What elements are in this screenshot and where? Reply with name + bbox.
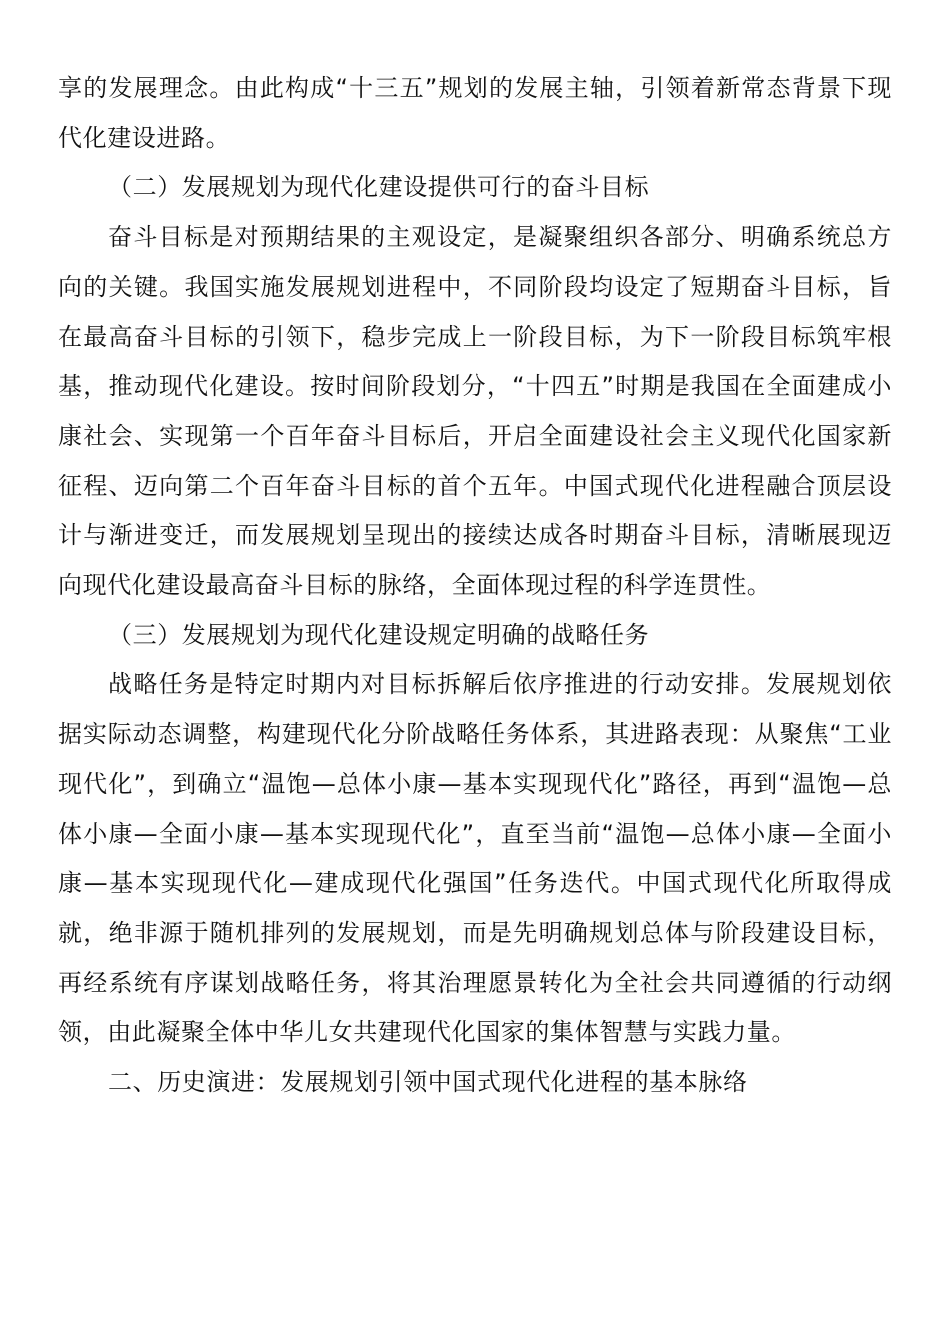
continuation-paragraph: 享的发展理念。由此构成“十三五”规划的发展主轴，引领着新常态背景下现代化建设进路。 bbox=[58, 74, 892, 152]
section-heading-2: 二、历史演进：发展规划引领中国式现代化进程的基本脉络 bbox=[108, 1068, 748, 1097]
subsection-paragraph-2: 奋斗目标是对预期结果的主观设定，是凝聚组织各部分、明确系统总方向的关键。我国实施发展规划进程中，不同阶段均设定了短期奋斗目标，旨在最高奋斗目标的引领下，稳步完成上一阶段目标，为下一阶段目标筑牢根基，推动现代化建设。按时间阶段划分，“十四五”时期是我国在全面建成小康社会、实现第一个百年奋斗目标后，开启全面建设社会主义现代化国家新征程、迈向第二个百年奋斗目标的首个五年。中国式现代化进程融合顶层设计与渐进变迁，而发展规划呈现出的接续达成各时期奋斗目标，清晰展现迈向现代化建设最高奋斗目标的脉络，全面体现过程的科学连贯性。 bbox=[58, 223, 892, 600]
subsection-heading-3: （三）发展规划为现代化建设规定明确的战略任务 bbox=[108, 620, 650, 649]
subsection-paragraph-3: 战略任务是特定时期内对目标拆解后依序推进的行动安排。发展规划依据实际动态调整，构建现代化分阶战略任务体系，其进路表现：从聚焦“工业现代化”，到确立“温饱—总体小康—基本实现现代化”路径，再到“温饱—总体小康—全面小康—基本实现现代化”，直至当前“温饱—总体小康—全面小康—基本实现现代化—建成现代化强国”任务迭代。中国式现代化所取得成就，绝非源于随机排列的发展规划，而是先明确规划总体与阶段建设目标，再经系统有序谋划战略任务，将其治理愿景转化为全社会共同遵循的行动纲领，由此凝聚全体中华儿女共建现代化国家的集体智慧与实践力量。 bbox=[58, 670, 892, 1047]
document-page bbox=[58, 64, 892, 1108]
subsection-heading-2: （二）发展规划为现代化建设提供可行的奋斗目标 bbox=[108, 173, 650, 202]
